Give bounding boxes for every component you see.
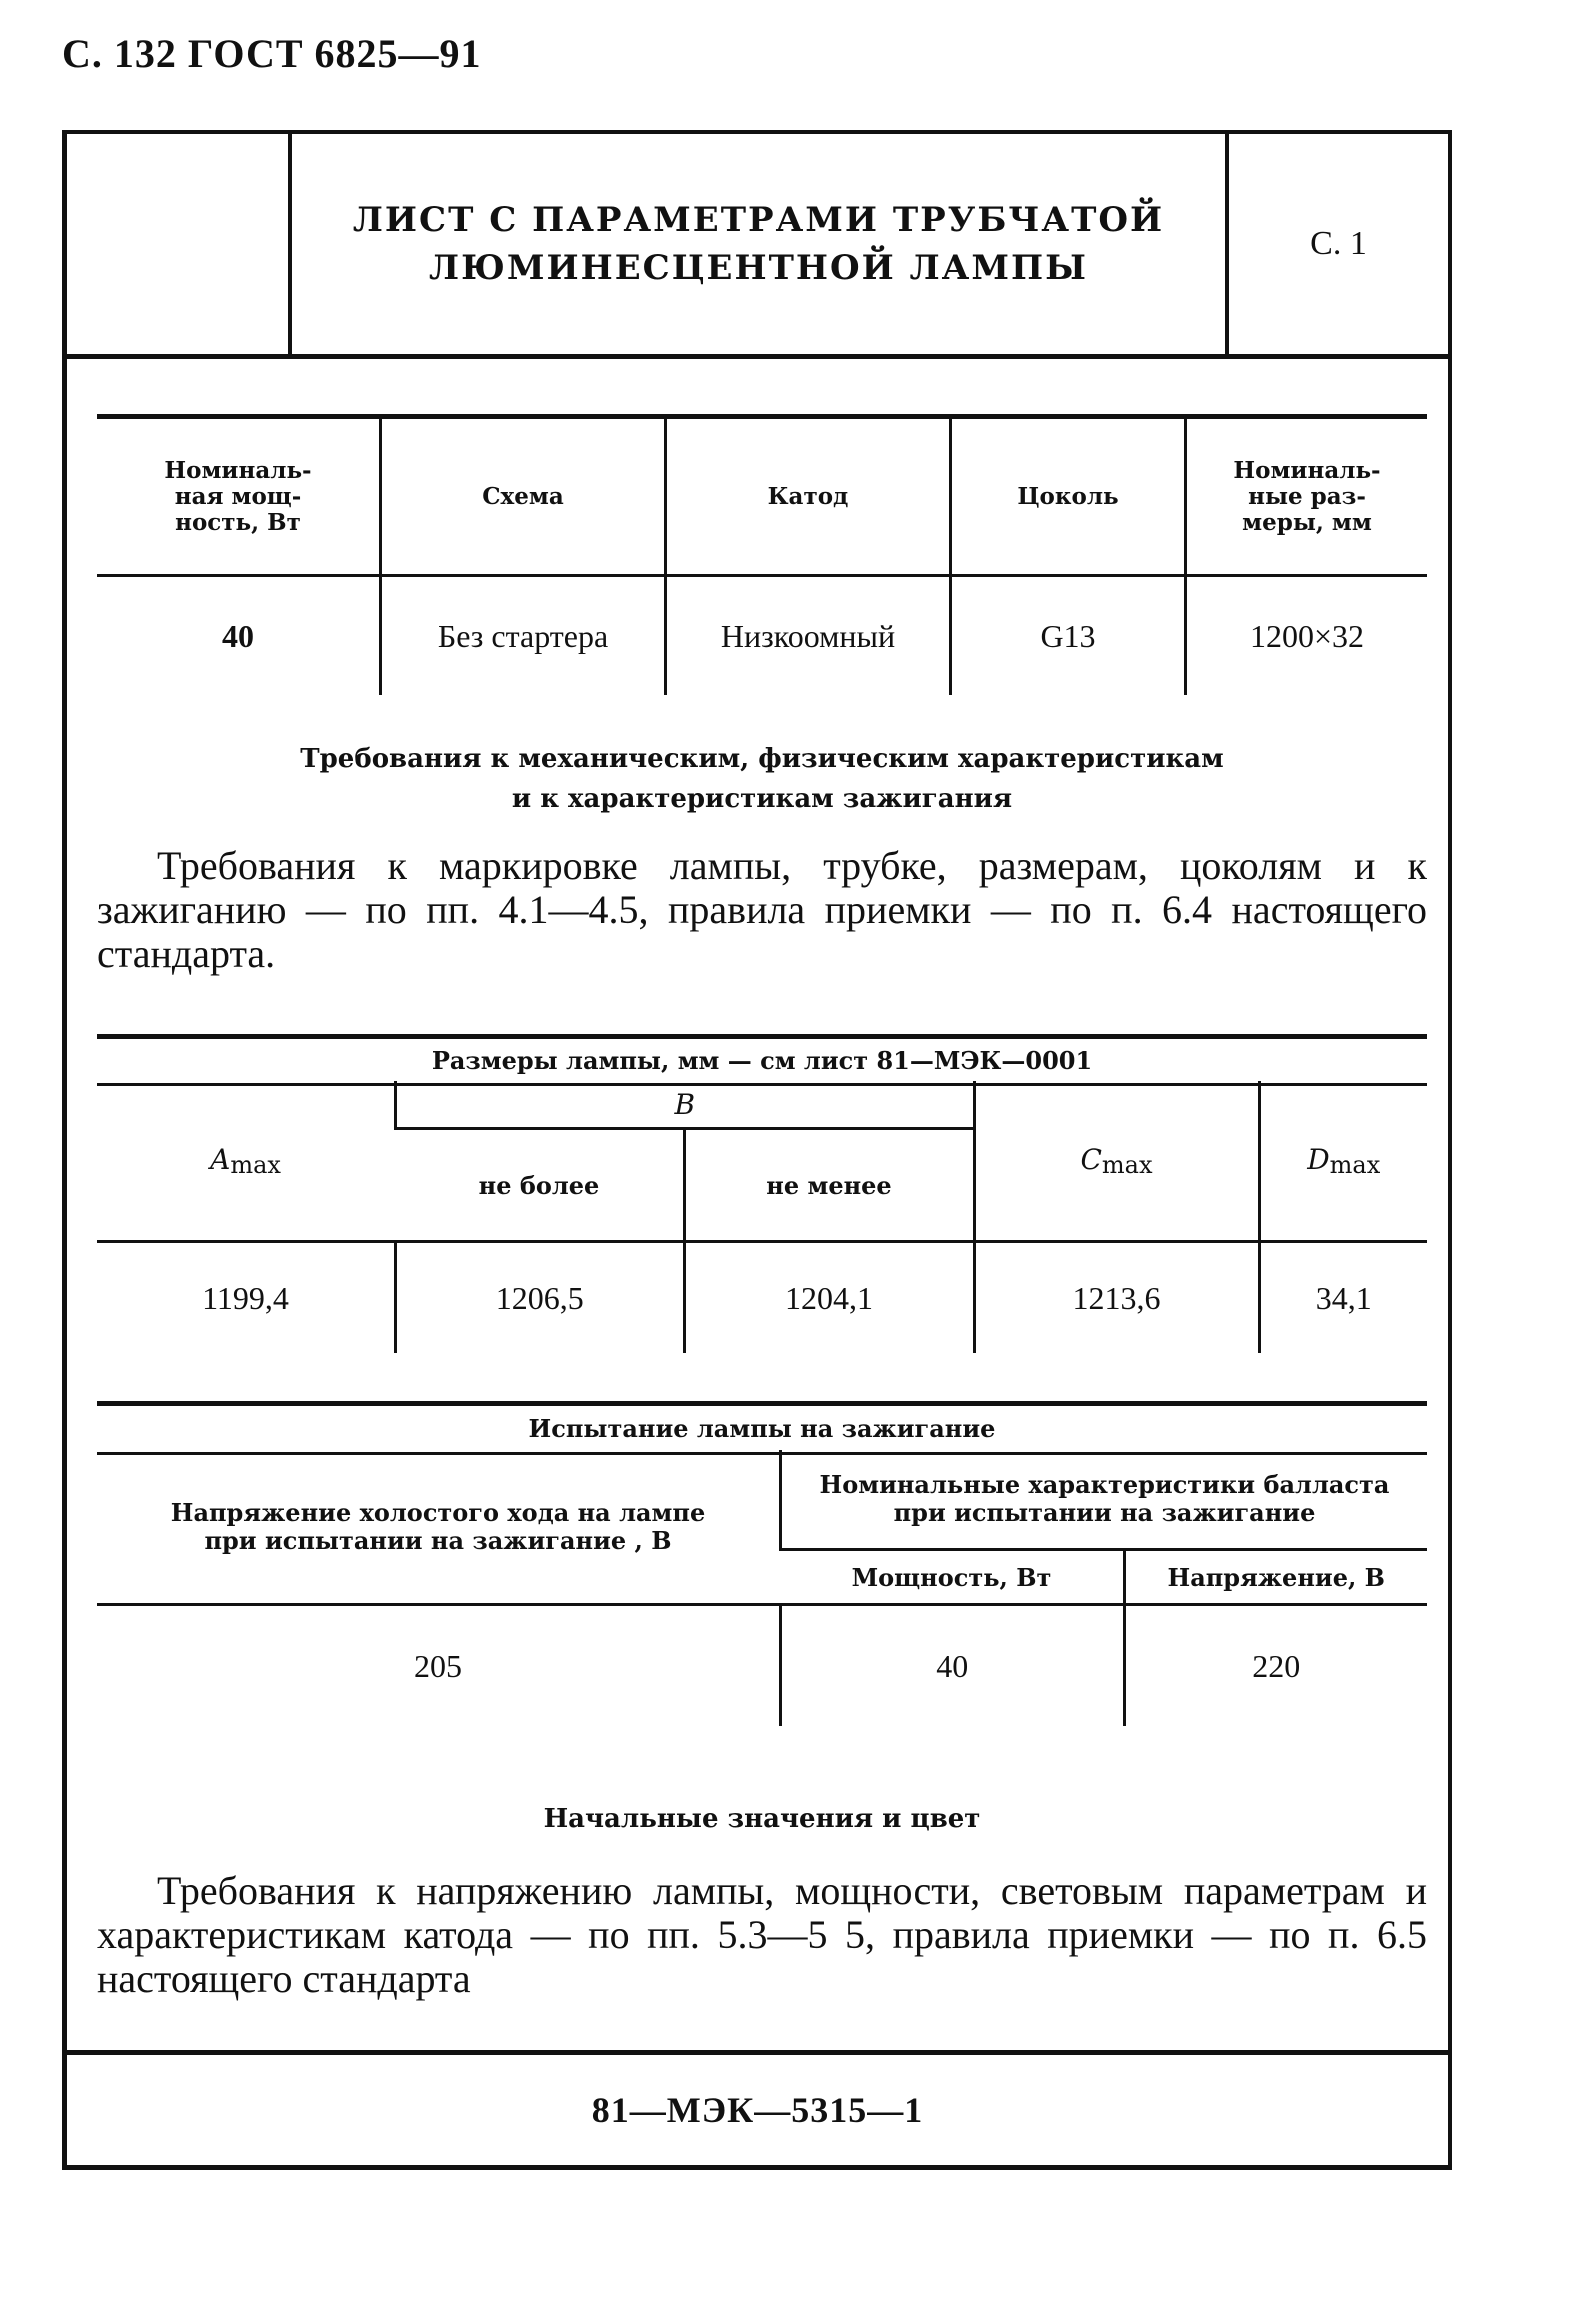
header-a-max: $A_{max}$ bbox=[97, 1081, 396, 1242]
value-cathode: Низкоомный bbox=[666, 576, 951, 696]
header-scheme: Схема bbox=[381, 417, 666, 576]
ignition-header-row1 bbox=[97, 1450, 1427, 1550]
value-scheme: Без стартера bbox=[381, 576, 666, 696]
sheet-title-line1: ЛИСТ С ПАРАМЕТРАМИ ТРУБЧАТОЙ bbox=[352, 200, 1165, 240]
section1-heading bbox=[97, 739, 1427, 819]
params-table bbox=[97, 414, 1427, 695]
params-header-row bbox=[97, 417, 1427, 576]
section1-heading-line1: Требования к механическим, физическим характеристикам bbox=[300, 744, 1224, 774]
value-dimensions: 1200×32 bbox=[1186, 576, 1428, 696]
ignition-value-row bbox=[97, 1605, 1427, 1727]
header-b-min: не менее bbox=[684, 1129, 974, 1242]
value-b-min: 1204,1 bbox=[684, 1242, 974, 1354]
page-header: С. 132 ГОСТ 6825—91 bbox=[62, 31, 482, 76]
header-open-circuit-voltage: Напряжение холостого хода на лампе при испытании на зажигание , В bbox=[97, 1450, 781, 1605]
value-ballast-power: 40 bbox=[781, 1605, 1125, 1727]
header-cathode: Катод bbox=[666, 417, 951, 576]
dimensions-header-row1 bbox=[97, 1081, 1427, 1129]
value-a-max: 1199,4 bbox=[202, 1279, 289, 1316]
header-base: Цоколь bbox=[951, 417, 1186, 576]
ignition-table bbox=[97, 1450, 1427, 1726]
header-d-max: $D_{max}$ bbox=[1259, 1081, 1427, 1242]
value-open-circuit-voltage: 205 bbox=[414, 1647, 462, 1684]
value-c-max: 1213,6 bbox=[974, 1242, 1259, 1354]
value-b-max: 1206,5 bbox=[396, 1242, 685, 1354]
sheet-page-label: С. 1 bbox=[1310, 225, 1367, 262]
value-power: 40 bbox=[222, 617, 254, 654]
header-ballast: Номинальные характеристики балласта при испытании на зажигание bbox=[781, 1450, 1428, 1550]
dimensions-caption: Размеры лампы, мм — см лист 81—МЭК—0001 bbox=[97, 1034, 1427, 1086]
section1-heading-line2: и к характеристикам зажигания bbox=[511, 784, 1013, 814]
sheet-title-line2: ЛЮМИНЕСЦЕНТНОЙ ЛАМПЫ bbox=[429, 248, 1088, 288]
header-dimensions: Номиналь- ные раз- меры, мм bbox=[1186, 417, 1428, 576]
value-ballast-voltage: 220 bbox=[1124, 1605, 1427, 1727]
header-b-max: не более bbox=[396, 1129, 685, 1242]
title-left-cell bbox=[67, 134, 292, 354]
value-base: G13 bbox=[951, 576, 1186, 696]
dimensions-value-row bbox=[97, 1242, 1427, 1354]
title-block bbox=[67, 134, 1448, 359]
section2-heading: Начальные значения и цвет bbox=[543, 1804, 981, 1834]
sheet-frame bbox=[62, 130, 1452, 2170]
value-d-max: 34,1 bbox=[1259, 1242, 1427, 1354]
header-power: Номиналь- ная мощ- ность, Вт bbox=[97, 417, 381, 576]
header-b: B bbox=[396, 1081, 975, 1129]
dimensions-table bbox=[97, 1081, 1427, 1353]
sheet-footer-code: 81—МЭК—5315—1 bbox=[67, 2050, 1448, 2165]
section1-text: Требования к маркировке лампы, трубке, размерам, цоколям и к зажиганию — по пп. 4.1—4.5, правила приемки — по п. 6.4 настоящего стандарта. bbox=[97, 843, 1427, 976]
ignition-caption: Испытание лампы на зажигание bbox=[97, 1401, 1427, 1455]
header-ballast-voltage: Напряжение, В bbox=[1124, 1550, 1427, 1605]
header-ballast-power: Мощность, Вт bbox=[781, 1550, 1125, 1605]
params-value-row bbox=[97, 576, 1427, 696]
sheet-title bbox=[292, 134, 1229, 354]
header-c-max: $C_{max}$ bbox=[974, 1081, 1259, 1242]
section2-text: Требования к напряжению лампы, мощности, световым параметрам и характеристикам катода — по пп. 5.3—5 5, правила приемки — по п. 6.5 настоящего стандарта bbox=[97, 1868, 1427, 2001]
